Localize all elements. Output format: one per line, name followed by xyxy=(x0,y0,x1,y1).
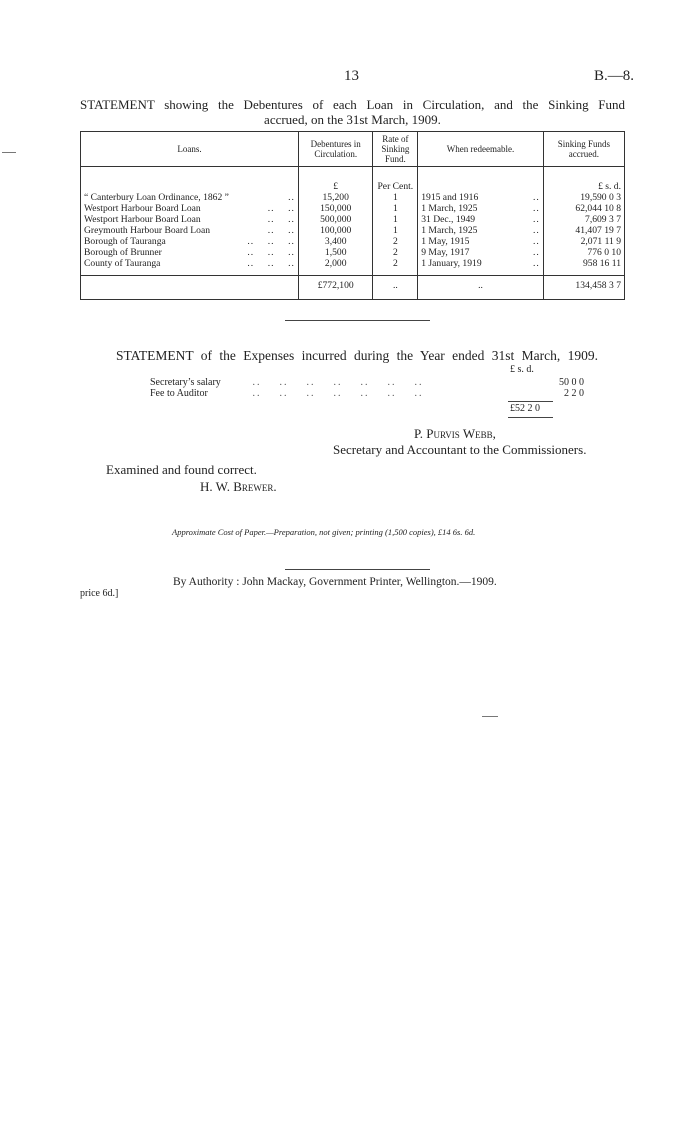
expense-label: Fee to Auditor xyxy=(150,388,208,399)
loan-name: Westport Harbour Board Loan xyxy=(84,214,201,225)
column-header-rate: Rate of Sinking Fund. xyxy=(373,132,418,167)
redeemable-value: 1 January, 1919 xyxy=(421,258,482,269)
total-rule-top xyxy=(508,401,553,402)
rate-value: 2 xyxy=(373,236,418,247)
debentures-value: 100,000 xyxy=(298,225,373,236)
expenses-title: STATEMENT of the Expenses incurred during the Year ended 31st March, 1909. xyxy=(116,348,598,363)
rate-value: 2 xyxy=(373,247,418,258)
column-header-sinking: Sinking Funds accrued. xyxy=(543,132,624,167)
rate-value: 1 xyxy=(373,225,418,236)
sinking-value: 2,071 11 9 xyxy=(543,236,624,247)
sinking-value: 958 16 11 xyxy=(543,258,624,276)
redeemable-value: 1 May, 1915 xyxy=(421,236,470,247)
column-header-loans: Loans. xyxy=(81,132,299,167)
examined-statement: Examined and found correct. xyxy=(106,462,257,477)
loan-name: County of Tauranga xyxy=(84,258,161,269)
table-row: “ Canterbury Loan Ordinance, 1862 ” .. 15,200 1 1915 and 1916 .. 19,590 0 3 xyxy=(81,192,625,203)
sinking-value: 19,590 0 3 xyxy=(543,192,624,203)
total-redeemable: .. xyxy=(418,276,544,300)
unit-sinking: £ s. d. xyxy=(543,167,624,193)
debentures-value: 150,000 xyxy=(298,203,373,214)
cost-of-paper xyxy=(172,527,475,537)
debentures-value: 3,400 xyxy=(298,236,373,247)
total-rate: .. xyxy=(373,276,418,300)
footer-divider xyxy=(285,569,430,570)
loan-name: Borough of Brunner xyxy=(84,247,162,258)
document-reference: B.—8. xyxy=(594,68,635,84)
units-row xyxy=(81,167,625,193)
table-row: Borough of Brunner .. .. .. 1,500 2 9 May, 1917 .. 776 0 10 xyxy=(81,247,625,258)
loan-name: Borough of Tauranga xyxy=(84,236,166,247)
expense-label: Secretary’s salary xyxy=(150,377,221,388)
price-note: price 6d.] xyxy=(80,588,119,599)
scan-mark xyxy=(482,716,498,717)
auditor-name: H. W. Brewer. xyxy=(200,479,277,494)
redeemable-value: 1915 and 1916 xyxy=(421,192,479,203)
table-row: Westport Harbour Board Loan .. .. 150,000 1 1 March, 1925 .. 62,044 10 8 xyxy=(81,203,625,214)
table-row: Westport Harbour Board Loan .. .. 500,000 1 31 Dec., 1949 .. 7,609 3 7 xyxy=(81,214,625,225)
rate-value: 2 xyxy=(373,258,418,276)
table-row: Greymouth Harbour Board Loan .. .. 100,000 1 1 March, 1925 .. 41,407 19 7 xyxy=(81,225,625,236)
table-row: County of Tauranga .. .. .. 2,000 2 1 January, 1919 .. 958 16 11 xyxy=(81,258,625,276)
expense-row: Fee to Auditor .. .. .. .. .. .. .. 2 2 0 xyxy=(150,388,584,399)
sinking-value: 7,609 3 7 xyxy=(543,214,624,225)
sinking-value: 776 0 10 xyxy=(543,247,624,258)
debentures-value: 1,500 xyxy=(298,247,373,258)
debentures-value: 2,000 xyxy=(298,258,373,276)
signatory-name: P. Purvis Webb, xyxy=(414,426,496,441)
loan-name: Greymouth Harbour Board Loan xyxy=(84,225,211,236)
sinking-value: 41,407 19 7 xyxy=(543,225,624,236)
redeemable-value: 1 March, 1925 xyxy=(421,203,478,214)
loan-name: Westport Harbour Board Loan xyxy=(84,203,201,214)
total-rule-bottom xyxy=(508,417,553,418)
column-header-debentures: Debentures in Circulation. xyxy=(298,132,373,167)
redeemable-value: 9 May, 1917 xyxy=(421,247,470,258)
signatory-title: Secretary and Accountant to the Commissioners. xyxy=(333,442,587,457)
debentures-value: 15,200 xyxy=(298,192,373,203)
column-header-redeemable: When redeemable. xyxy=(418,132,544,167)
statement-title-line2: accrued, on the 31st March, 1909. xyxy=(264,112,441,127)
unit-rate: Per Cent. xyxy=(373,167,418,193)
total-debentures: £772,100 xyxy=(298,276,373,300)
sinking-value: 62,044 10 8 xyxy=(543,203,624,214)
scan-mark xyxy=(2,152,16,153)
loans-table xyxy=(80,131,625,300)
rate-value: 1 xyxy=(373,214,418,225)
statement-title-line1: STATEMENT showing the Debentures of each Loan in Circulation, and the Sinking Fund xyxy=(80,97,625,112)
cost-text: Approximate Cost of Paper.—Preparation, not given; printing (1,500 copies), £14 6s. 6d. xyxy=(172,527,476,537)
expense-amount: 50 0 0 xyxy=(559,377,584,388)
rate-value: 1 xyxy=(373,192,418,203)
redeemable-value: 31 Dec., 1949 xyxy=(421,214,476,225)
section-divider xyxy=(285,320,430,321)
debentures-value: 500,000 xyxy=(298,214,373,225)
money-column-head: £ s. d. xyxy=(510,364,534,375)
table-total-row xyxy=(81,276,625,300)
loan-name: “ Canterbury Loan Ordinance, 1862 ” xyxy=(84,192,229,203)
unit-debentures: £ xyxy=(298,167,373,193)
table-header-row xyxy=(81,132,625,167)
printer-authority: By Authority : John Mackay, Government Printer, Wellington.—1909. xyxy=(173,576,497,588)
page-number: 13 xyxy=(344,68,359,84)
expense-row: Secretary’s salary .. .. .. .. .. .. .. 50 0 0 xyxy=(150,377,584,388)
rate-value: 1 xyxy=(373,203,418,214)
table-row: Borough of Tauranga .. .. .. 3,400 2 1 May, 1915 .. 2,071 11 9 xyxy=(81,236,625,247)
redeemable-value: 1 March, 1925 xyxy=(421,225,478,236)
expense-amount: 2 2 0 xyxy=(564,388,584,399)
expenses-total: £52 2 0 xyxy=(510,403,540,414)
total-sinking: 134,458 3 7 xyxy=(543,276,624,300)
